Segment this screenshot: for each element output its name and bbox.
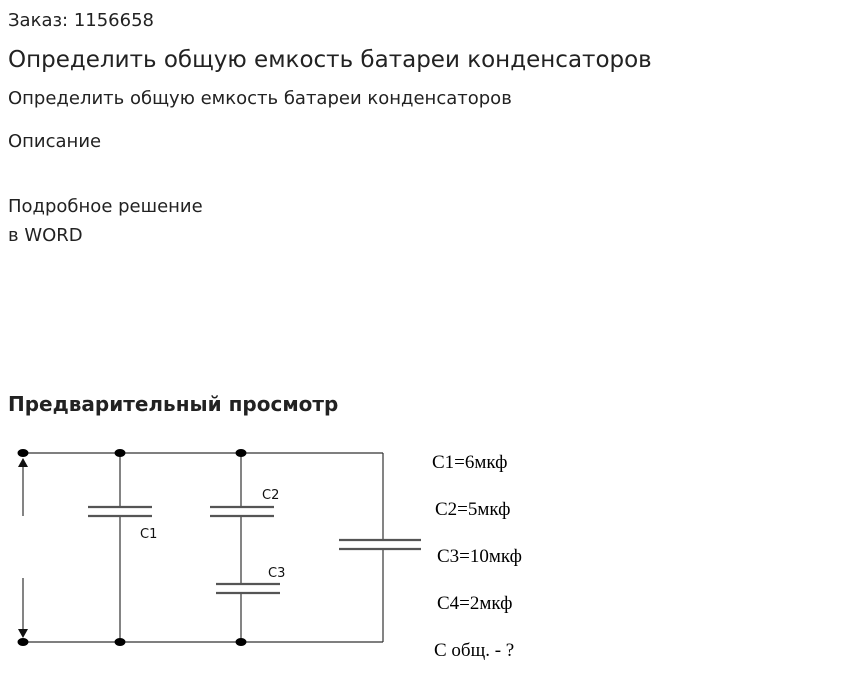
description-label: Описание [8, 131, 102, 152]
arrow-up-icon [18, 458, 28, 467]
given-c3: С3=10мкф [437, 546, 522, 567]
capacitor-c1 [85, 507, 155, 517]
capacitor-label-c3: C3 [268, 566, 286, 581]
node-top-c2 [236, 449, 247, 457]
arrow-down-icon [18, 629, 28, 638]
capacitor-c3 [213, 584, 283, 594]
node-bottom-c3 [236, 638, 247, 646]
circuit-diagram [0, 430, 560, 674]
page-title: Определить общую емкость батареи конденсаторов [8, 47, 652, 73]
node-top-c1 [115, 449, 126, 457]
description-line-2: в WORD [8, 225, 83, 246]
given-total: С общ. - ? [434, 640, 515, 661]
capacitor-label-c1: C1 [140, 527, 158, 542]
preview-heading: Предварительный просмотр [8, 392, 339, 416]
capacitor-c4 [336, 540, 426, 550]
node-bottom-left [18, 638, 29, 646]
circuit-wires [23, 453, 383, 642]
node-top-left [18, 449, 29, 457]
capacitor-label-c2: C2 [262, 488, 280, 503]
task-subtitle: Определить общую емкость батареи конденсаторов [8, 88, 512, 109]
given-c4: С4=2мкф [437, 593, 513, 614]
given-c2: С2=5мкф [435, 499, 511, 520]
junction-nodes [18, 449, 247, 646]
given-c1: С1=6мкф [432, 452, 508, 473]
capacitor-c2 [207, 507, 277, 517]
description-body [8, 192, 408, 250]
order-number: Заказ: 1156658 [8, 10, 154, 31]
description-line-1: Подробное решение [8, 196, 203, 217]
node-bottom-c1 [115, 638, 126, 646]
